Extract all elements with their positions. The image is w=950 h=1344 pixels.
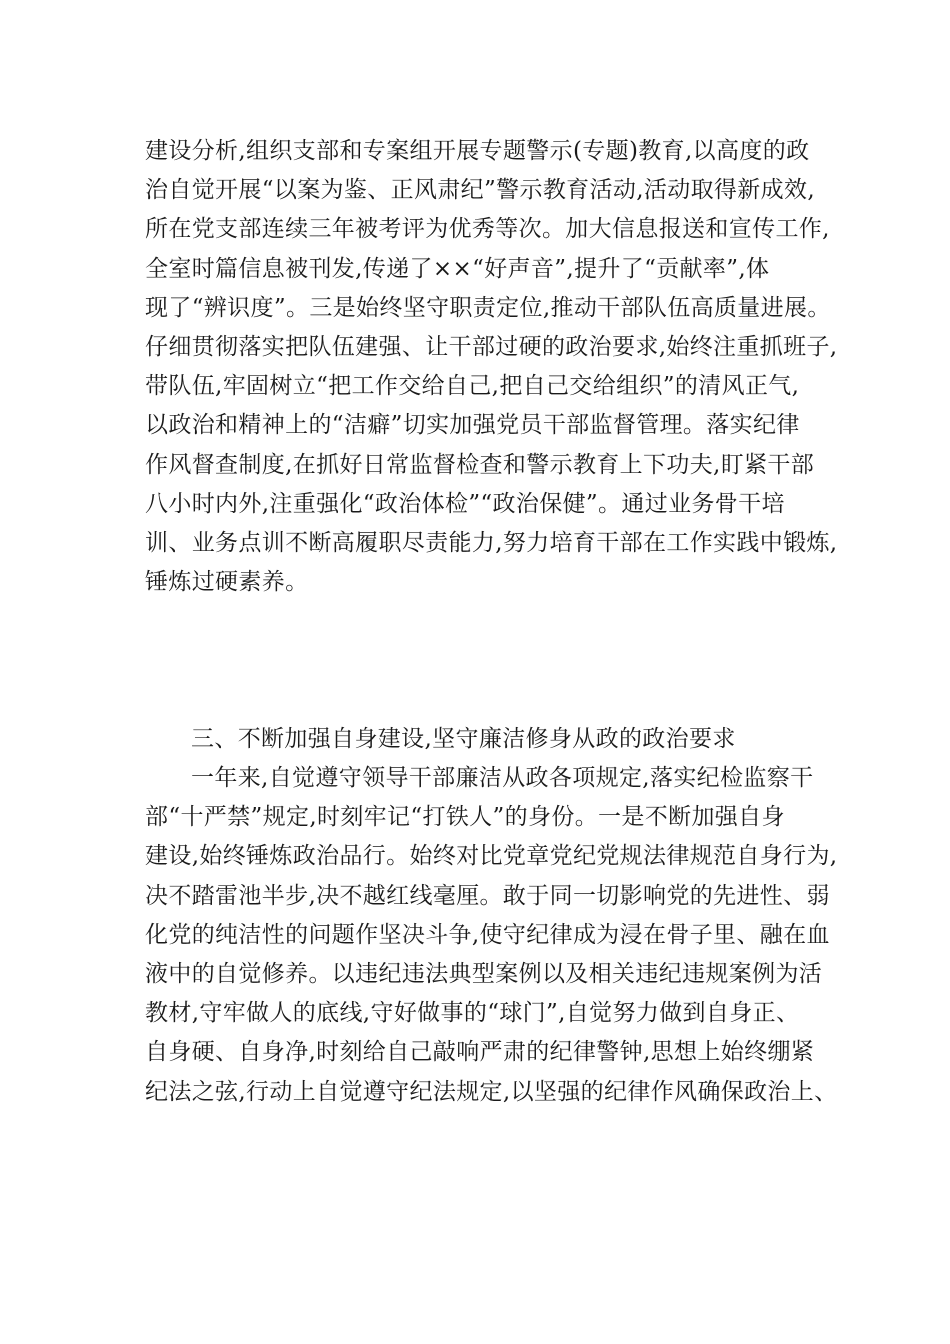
section-heading-block [145, 720, 835, 759]
paragraph-line: 建设分析,组织支部和专案组开展专题警示(专题)教育,以高度的政 [145, 138, 810, 164]
paragraph-line: 纪法之弦,行动上自觉遵守纪法规定,以坚强的纪律作风确保政治上、 [145, 1078, 838, 1105]
paragraph-line: 锤炼过硬素养。 [145, 569, 309, 596]
paragraph-line: 以政治和精神上的“洁癖”切实加强党员干部监督管理。落实纪律 [145, 412, 800, 439]
section-heading: 三、不断加强自身建设,坚守廉洁修身从政的政治要求 [191, 726, 736, 752]
paragraph-line: 作风督查制度,在抓好日常监督检查和警示教育上下功夫,盯紧干部 [145, 451, 815, 478]
paragraph-line: 部“十严禁”规定,时刻牢记“打铁人”的身份。一是不断加强自身 [145, 804, 785, 831]
paragraph-line: 决不踏雷池半步,决不越红线毫厘。敢于同一切影响党的先进性、弱 [145, 882, 830, 909]
paragraph-line: 全室时篇信息被刊发,传递了××“好声音”,提升了“贡献率”,体 [145, 255, 770, 282]
paragraph-line: 教材,守牢做人的底线,守好做事的“球门”,自觉努力做到自身正、 [145, 1000, 800, 1027]
paragraph-line: 治自觉开展“以案为鉴、正风肃纪”警示教育活动,活动取得新成效, [145, 177, 815, 204]
paragraph-line: 所在党支部连续三年被考评为优秀等次。加大信息报送和宣传工作, [145, 216, 830, 243]
paragraph-line: 建设,始终锤炼政治品行。始终对比党章党纪党规法律规范自身行为, [145, 843, 838, 870]
paragraph-line: 一年来,自觉遵守领导干部廉洁从政各项规定,落实纪检监察干 [191, 765, 814, 791]
paragraph-line: 带队伍,牢固树立“把工作交给自己,把自己交给组织”的清风正气, [145, 373, 800, 400]
paragraph-line: 仔细贯彻落实把队伍建强、让干部过硬的政治要求,始终注重抓班子, [145, 333, 838, 360]
paragraph-line: 八小时内外,注重强化“政治体检”“政治保健”。通过业务骨干培 [145, 490, 785, 517]
paragraph-continuation [145, 132, 838, 602]
paragraph-line: 液中的自觉修养。以违纪违法典型案例以及相关违纪违规案例为活 [145, 960, 823, 987]
paragraph-line: 自身硬、自身净,时刻给自己敲响严肃的纪律警钟,思想上始终绷紧 [145, 1039, 815, 1066]
paragraph-line: 化党的纯洁性的问题作坚决斗争,使守纪律成为浸在骨子里、融在血 [145, 921, 830, 948]
paragraph-line: 训、业务点训不断高履职尽责能力,努力培育干部在工作实践中锻炼, [145, 529, 838, 556]
paragraph-line: 现了“辨识度”。三是始终坚守职责定位,推动干部队伍高质量进展。 [145, 294, 831, 321]
paragraph-section3 [145, 759, 838, 1112]
